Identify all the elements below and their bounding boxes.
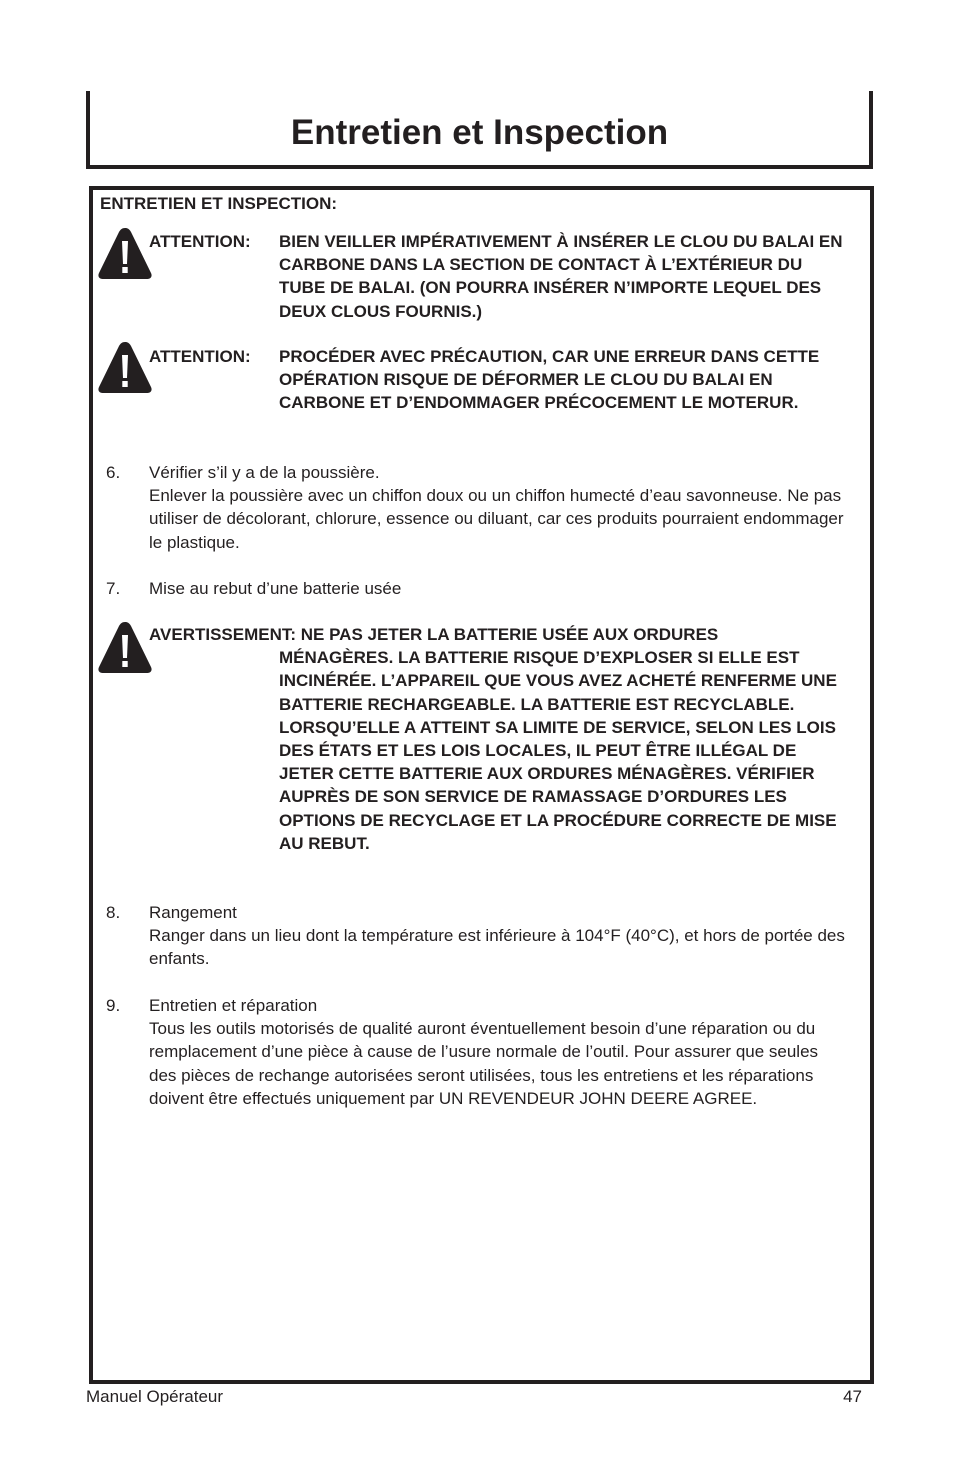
list-item: [149, 577, 849, 600]
item-title: Entretien et réparation: [149, 996, 318, 1015]
warning-triangle-icon: [97, 620, 153, 674]
warning-text: BIEN VEILLER IMPÉRATIVEMENT À INSÉRER LE CLOU DU BALAI EN CARBONE DANS LA SECTION DE CONTACT À L’EXTÉRIEUR DU TUBE DE BALAI. (ON POURRA INSÉRER N’IMPORTE LEQUEL DES DEUX CLOUS FOURNIS.): [279, 232, 843, 321]
page-title: Entretien et Inspection: [290, 113, 669, 152]
section-heading: ENTRETIEN ET INSPECTION:: [100, 194, 338, 213]
list-item: [149, 461, 849, 554]
avertissement-text: MÉNAGÈRES. LA BATTERIE RISQUE D’EXPLOSER SI ELLE EST INCINÉRÉE. L’APPAREIL QUE VOUS AVEZ ACHETÉ RENFERME UNE BATTERIE RECHARGEABLE. LA BATTERIE EST RECYCLABLE. LORSQU’ELLE A ATTEINT SA LIMITE DE SERVICE, SELON LES LOIS DES ÉTATS ET LES LOIS LOCALES, IL PEUT ÊTRE ILLÉGAL DE JETER CETTE BATTERIE AUX ORDURES MÉNAGÈRES. VÉRIFIER AUPRÈS DE SON SERVICE DE RAMASSAGE D’ORDURES LES OPTIONS DE RECYCLAGE ET LA PROCÉDURE CORRECTE DE MISE AU REBUT.: [279, 648, 837, 853]
item-number: 8.: [106, 903, 121, 922]
item-title: Vérifier s’il y a de la poussière.: [149, 463, 380, 482]
list-item: [149, 901, 849, 971]
title-box: [86, 91, 873, 169]
footer-manual-name: Manuel Opérateur: [86, 1387, 224, 1406]
warning-triangle-icon: [97, 340, 153, 394]
avertissement-line1: AVERTISSEMENT: NE PAS JETER LA BATTERIE USÉE AUX ORDURES: [149, 625, 719, 644]
footer-page-number: 47: [843, 1387, 862, 1406]
warning-label: ATTENTION:: [149, 347, 251, 366]
item-number: 6.: [106, 463, 121, 482]
item-text: Ranger dans un lieu dont la température est inférieure à 104°F (40°C), et hors de portée des enfants.: [149, 926, 845, 969]
warning-triangle-icon: [97, 226, 153, 280]
item-number: 7.: [106, 579, 121, 598]
warning-text: PROCÉDER AVEC PRÉCAUTION, CAR UNE ERREUR DANS CETTE OPÉRATION RISQUE DE DÉFORMER LE CLOU DU BALAI EN CARBONE ET D’ENDOMMAGER PRÉCOCEMENT LE MOTERUR.: [279, 347, 820, 413]
warning-label: ATTENTION:: [149, 232, 251, 251]
avertissement-block: [149, 623, 849, 855]
item-text: Enlever la poussière avec un chiffon doux ou un chiffon humecté d’eau savonneuse. Ne pas utiliser de décolorant, chlorure, essence ou diluant, car ces produits pourraient endommager le plastique.: [149, 486, 844, 552]
item-text: Tous les outils motorisés de qualité auront éventuellement besoin d’une réparation ou du remplacement d’une pièce à cause de l’usure normale de l’outil. Pour assurer que seules des pièces de rechange autorisées seront utilisées, tous les entretiens et les réparations doivent être effectués uniquement par UN REVENDEUR JOHN DEERE AGREE.: [149, 1019, 819, 1108]
item-number: 9.: [106, 996, 121, 1015]
list-item: [149, 994, 849, 1110]
item-title: Mise au rebut d’une batterie usée: [149, 579, 402, 598]
item-title: Rangement: [149, 903, 237, 922]
